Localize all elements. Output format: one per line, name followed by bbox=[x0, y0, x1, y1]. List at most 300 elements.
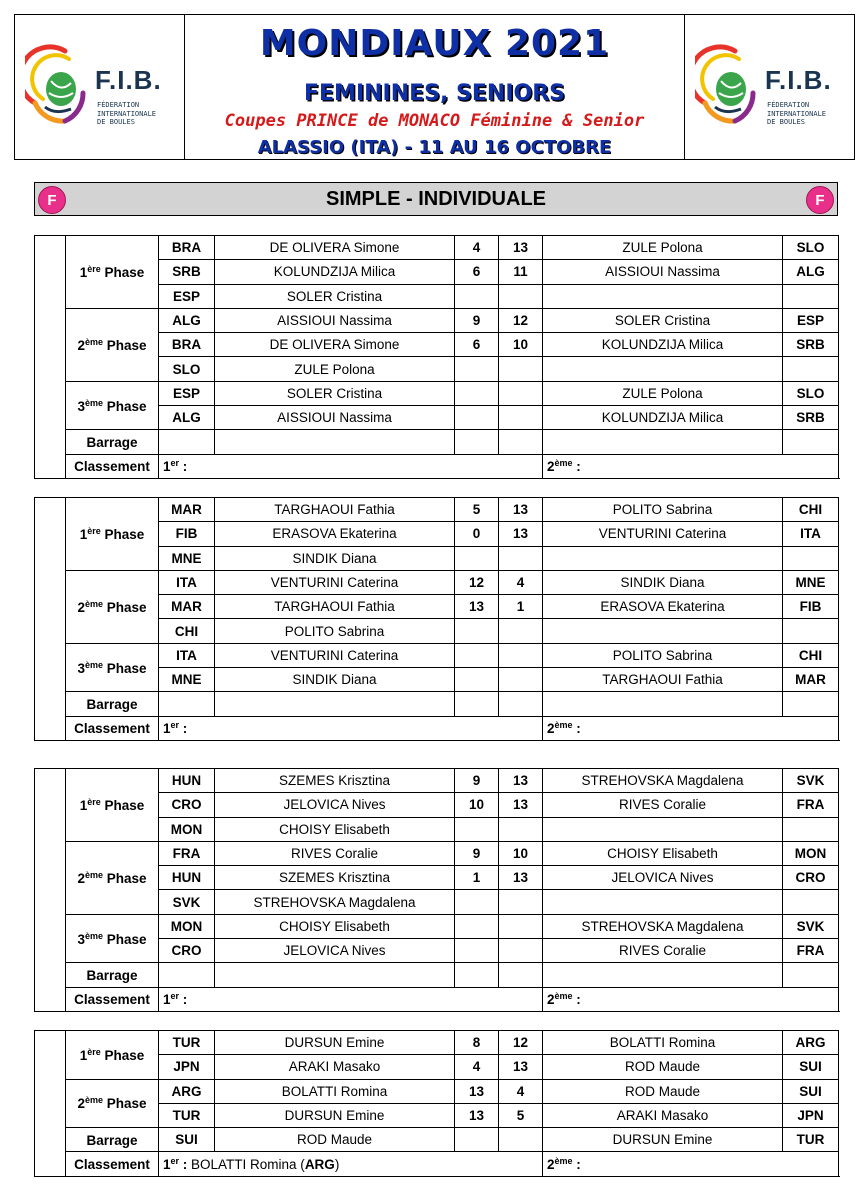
score-right bbox=[499, 890, 543, 914]
opponent-name: KOLUNDZIJA Milica bbox=[543, 333, 783, 357]
opponent-name bbox=[543, 817, 783, 841]
poule-table bbox=[34, 235, 839, 479]
country-code: CRO bbox=[159, 939, 215, 963]
score-left bbox=[455, 546, 499, 570]
score-left: 9 bbox=[455, 841, 499, 865]
phase-text: Phase bbox=[103, 599, 147, 615]
opponent-name: STREHOVSKA Magdalena bbox=[543, 769, 783, 793]
phase-ordinal: ème bbox=[84, 869, 103, 880]
opponent-name bbox=[543, 284, 783, 308]
poule-name-cell bbox=[35, 769, 66, 1012]
score-right bbox=[499, 963, 543, 987]
opponent-name: ZULE Polona bbox=[543, 236, 783, 260]
player-name: DE OLIVERA Simone bbox=[215, 333, 455, 357]
classement-label: Classement bbox=[66, 454, 159, 478]
country-code: ITA bbox=[159, 570, 215, 594]
opponent-country-code: SLO bbox=[783, 381, 839, 405]
score-left bbox=[455, 963, 499, 987]
score-right: 5 bbox=[499, 1103, 543, 1127]
logo-box-right bbox=[684, 15, 854, 159]
phase-label bbox=[66, 1128, 159, 1152]
opponent-name: VENTURINI Caterina bbox=[543, 522, 783, 546]
country-code: MAR bbox=[159, 498, 215, 522]
player-name: ARAKI Masako bbox=[215, 1055, 455, 1079]
rank-second-number: 2 bbox=[547, 459, 555, 475]
score-right: 10 bbox=[499, 333, 543, 357]
rank-second-ordinal: ème bbox=[554, 991, 573, 1002]
poule-name-cell bbox=[35, 1031, 66, 1177]
phase-text: Phase bbox=[103, 398, 147, 414]
opponent-name bbox=[543, 619, 783, 643]
rank-first-number: 1 bbox=[163, 992, 171, 1008]
country-code bbox=[159, 963, 215, 987]
phase-text: Barrage bbox=[86, 697, 138, 713]
player-name: JELOVICA Nives bbox=[215, 793, 455, 817]
rank-first-ordinal: er bbox=[170, 991, 180, 1002]
phase-label bbox=[66, 1079, 159, 1128]
player-name: DE OLIVERA Simone bbox=[215, 236, 455, 260]
opponent-name: AISSIOUI Nassima bbox=[543, 260, 783, 284]
player-name: AISSIOUI Nassima bbox=[215, 406, 455, 430]
player-name: BOLATTI Romina bbox=[215, 1079, 455, 1103]
score-right: 13 bbox=[499, 1055, 543, 1079]
classement-row bbox=[35, 1152, 839, 1176]
phase-text: Phase bbox=[100, 1047, 145, 1063]
phase-text: Phase bbox=[103, 337, 147, 353]
score-left: 8 bbox=[455, 1031, 499, 1055]
rank-first-ordinal: er bbox=[170, 1156, 180, 1167]
player-name: JELOVICA Nives bbox=[215, 939, 455, 963]
opponent-name bbox=[543, 546, 783, 570]
poule-name-cell bbox=[35, 236, 66, 479]
phase-label bbox=[66, 1031, 159, 1080]
player-name bbox=[215, 430, 455, 454]
score-left: 9 bbox=[455, 769, 499, 793]
opponent-country-code bbox=[783, 963, 839, 987]
opponent-country-code: SLO bbox=[783, 236, 839, 260]
phase-label bbox=[66, 643, 159, 692]
country-code: ESP bbox=[159, 284, 215, 308]
score-left: 1 bbox=[455, 866, 499, 890]
rank-second-colon: : bbox=[572, 459, 581, 475]
player-name: POLITO Sabrina bbox=[215, 619, 455, 643]
score-right bbox=[499, 430, 543, 454]
phase-number: 2 bbox=[77, 870, 85, 886]
score-left bbox=[455, 381, 499, 405]
score-right: 12 bbox=[499, 308, 543, 332]
opponent-country-code: SRB bbox=[783, 333, 839, 357]
phase-text: Phase bbox=[100, 264, 145, 280]
rank-second-cell bbox=[543, 987, 839, 1011]
opponent-country-code: MNE bbox=[783, 570, 839, 594]
country-code: HUN bbox=[159, 866, 215, 890]
score-left: 0 bbox=[455, 522, 499, 546]
poule-name-cell bbox=[35, 498, 66, 741]
score-left bbox=[455, 817, 499, 841]
score-left: 12 bbox=[455, 570, 499, 594]
rank-first-close: ) bbox=[334, 1157, 340, 1173]
rank-second-number: 2 bbox=[547, 1157, 555, 1173]
phase-ordinal: ème bbox=[84, 598, 103, 609]
opponent-name: ARAKI Masako bbox=[543, 1103, 783, 1127]
player-name: SOLER Cristina bbox=[215, 284, 455, 308]
fib-ring-logo-icon bbox=[695, 43, 761, 127]
opponent-country-code: MAR bbox=[783, 668, 839, 692]
player-name bbox=[215, 692, 455, 716]
classement-row bbox=[35, 987, 839, 1011]
country-code: SLO bbox=[159, 357, 215, 381]
score-left: 13 bbox=[455, 595, 499, 619]
fib-logo-subtext: FÉDERATION INTERNATIONALE DE BOULES bbox=[767, 101, 827, 126]
phase-number: 3 bbox=[77, 931, 85, 947]
match-row bbox=[35, 1031, 839, 1055]
rank-first-colon: : bbox=[179, 1157, 192, 1173]
rank-first-cell bbox=[159, 1152, 543, 1176]
country-code: HUN bbox=[159, 769, 215, 793]
opponent-country-code: SUI bbox=[783, 1079, 839, 1103]
phase-ordinal: ème bbox=[84, 659, 103, 670]
rank-first-colon: : bbox=[179, 459, 188, 475]
opponent-country-code: ESP bbox=[783, 308, 839, 332]
document-header bbox=[14, 14, 855, 160]
score-left bbox=[455, 357, 499, 381]
phase-number: 1 bbox=[79, 526, 88, 542]
opponent-name: POLITO Sabrina bbox=[543, 498, 783, 522]
player-name bbox=[215, 963, 455, 987]
opponent-name bbox=[543, 963, 783, 987]
score-right: 4 bbox=[499, 1079, 543, 1103]
opponent-country-code: SVK bbox=[783, 914, 839, 938]
match-row bbox=[35, 308, 839, 332]
phase-ordinal: ème bbox=[84, 930, 103, 941]
player-name: SOLER Cristina bbox=[215, 381, 455, 405]
opponent-country-code: JPN bbox=[783, 1103, 839, 1127]
player-name: ROD Maude bbox=[215, 1128, 455, 1152]
score-left bbox=[455, 914, 499, 938]
country-code: FRA bbox=[159, 841, 215, 865]
phase-text: Barrage bbox=[86, 968, 138, 984]
player-name: CHOISY Elisabeth bbox=[215, 914, 455, 938]
score-right: 13 bbox=[499, 522, 543, 546]
opponent-country-code: CHI bbox=[783, 643, 839, 667]
score-right bbox=[499, 619, 543, 643]
player-name: DURSUN Emine bbox=[215, 1103, 455, 1127]
classement-row bbox=[35, 454, 839, 478]
match-row bbox=[35, 1079, 839, 1103]
country-code: MAR bbox=[159, 595, 215, 619]
opponent-country-code: SUI bbox=[783, 1055, 839, 1079]
match-row bbox=[35, 430, 839, 454]
score-left: 9 bbox=[455, 308, 499, 332]
country-code: MON bbox=[159, 817, 215, 841]
country-code: SVK bbox=[159, 890, 215, 914]
phase-text: Phase bbox=[103, 660, 147, 676]
country-code: ESP bbox=[159, 381, 215, 405]
country-code: ALG bbox=[159, 406, 215, 430]
score-right bbox=[499, 1128, 543, 1152]
event-location: ALASSIO (ITA) - 11 AU 16 OCTOBRE bbox=[257, 137, 612, 158]
opponent-country-code: FRA bbox=[783, 793, 839, 817]
match-row bbox=[35, 769, 839, 793]
poule-table bbox=[34, 768, 839, 1012]
country-code: BRA bbox=[159, 236, 215, 260]
phase-ordinal: ère bbox=[87, 1046, 101, 1057]
phase-text: Phase bbox=[103, 1096, 147, 1112]
opponent-country-code bbox=[783, 817, 839, 841]
event-title: MONDIAUX 2021 bbox=[259, 23, 610, 64]
player-name: SINDIK Diana bbox=[215, 546, 455, 570]
score-left: 13 bbox=[455, 1079, 499, 1103]
opponent-name bbox=[543, 692, 783, 716]
rank-first-code: ARG bbox=[304, 1157, 335, 1173]
rank-second-ordinal: ème bbox=[554, 720, 573, 731]
score-right bbox=[499, 546, 543, 570]
country-code bbox=[159, 692, 215, 716]
country-code: ITA bbox=[159, 643, 215, 667]
phase-label bbox=[66, 498, 159, 571]
opponent-country-code bbox=[783, 357, 839, 381]
opponent-country-code: CHI bbox=[783, 498, 839, 522]
player-name: SZEMES Krisztina bbox=[215, 866, 455, 890]
score-left: 4 bbox=[455, 1055, 499, 1079]
phase-number: 2 bbox=[77, 599, 85, 615]
score-right bbox=[499, 692, 543, 716]
opponent-name: POLITO Sabrina bbox=[543, 643, 783, 667]
score-right: 11 bbox=[499, 260, 543, 284]
rank-first-number: 1 bbox=[163, 721, 171, 737]
score-left bbox=[455, 643, 499, 667]
player-name: TARGHAOUI Fathia bbox=[215, 595, 455, 619]
opponent-name: DURSUN Emine bbox=[543, 1128, 783, 1152]
rank-first-name: BOLATTI Romina ( bbox=[191, 1157, 305, 1173]
opponent-country-code: ARG bbox=[783, 1031, 839, 1055]
score-right bbox=[499, 357, 543, 381]
opponent-name: SINDIK Diana bbox=[543, 570, 783, 594]
score-right bbox=[499, 643, 543, 667]
country-code: TUR bbox=[159, 1103, 215, 1127]
classement-row bbox=[35, 716, 839, 740]
phase-number: 1 bbox=[79, 1047, 88, 1063]
phase-text: Barrage bbox=[86, 435, 138, 451]
classement-label: Classement bbox=[66, 987, 159, 1011]
rank-second-cell bbox=[543, 454, 839, 478]
rank-second-cell bbox=[543, 1152, 839, 1176]
country-code: MON bbox=[159, 914, 215, 938]
opponent-country-code: ALG bbox=[783, 260, 839, 284]
phase-ordinal: ère bbox=[87, 796, 101, 807]
score-left: 6 bbox=[455, 333, 499, 357]
score-left bbox=[455, 406, 499, 430]
match-row bbox=[35, 914, 839, 938]
score-right: 13 bbox=[499, 866, 543, 890]
event-cup: Coupes PRINCE de MONACO Féminine & Senior bbox=[224, 111, 645, 131]
rank-second-ordinal: ème bbox=[554, 1156, 573, 1167]
country-code: MNE bbox=[159, 546, 215, 570]
opponent-country-code: ITA bbox=[783, 522, 839, 546]
match-row bbox=[35, 692, 839, 716]
fib-logo-text: F.I.B. bbox=[95, 65, 162, 95]
match-row bbox=[35, 570, 839, 594]
player-name: RIVES Coralie bbox=[215, 841, 455, 865]
rank-first-ordinal: er bbox=[170, 720, 180, 731]
phase-label bbox=[66, 769, 159, 842]
opponent-country-code bbox=[783, 890, 839, 914]
phase-ordinal: ère bbox=[87, 525, 101, 536]
phase-number: 3 bbox=[77, 398, 85, 414]
phase-label bbox=[66, 963, 159, 987]
opponent-country-code bbox=[783, 692, 839, 716]
country-code: SUI bbox=[159, 1128, 215, 1152]
phase-ordinal: ème bbox=[84, 1095, 103, 1106]
phase-number: 2 bbox=[77, 1096, 85, 1112]
f-badge-right: F bbox=[806, 186, 834, 214]
rank-first-cell bbox=[159, 454, 543, 478]
country-code: TUR bbox=[159, 1031, 215, 1055]
opponent-name bbox=[543, 357, 783, 381]
player-name: SINDIK Diana bbox=[215, 668, 455, 692]
phase-text: Barrage bbox=[86, 1132, 138, 1148]
opponent-country-code: TUR bbox=[783, 1128, 839, 1152]
phase-label bbox=[66, 381, 159, 430]
rank-first-colon: : bbox=[179, 721, 188, 737]
score-left bbox=[455, 890, 499, 914]
opponent-name: STREHOVSKA Magdalena bbox=[543, 914, 783, 938]
country-code: FIB bbox=[159, 522, 215, 546]
score-left bbox=[455, 619, 499, 643]
match-row bbox=[35, 643, 839, 667]
classement-label: Classement bbox=[66, 716, 159, 740]
rank-second-colon: : bbox=[572, 1157, 581, 1173]
country-code: SRB bbox=[159, 260, 215, 284]
player-name: DURSUN Emine bbox=[215, 1031, 455, 1055]
player-name: CHOISY Elisabeth bbox=[215, 817, 455, 841]
phase-text: Phase bbox=[103, 870, 147, 886]
opponent-name: ZULE Polona bbox=[543, 381, 783, 405]
phase-label bbox=[66, 430, 159, 454]
rank-first-cell bbox=[159, 716, 543, 740]
country-code: CHI bbox=[159, 619, 215, 643]
player-name: SZEMES Krisztina bbox=[215, 769, 455, 793]
opponent-country-code: SVK bbox=[783, 769, 839, 793]
phase-number: 1 bbox=[79, 797, 88, 813]
rank-first-number: 1 bbox=[163, 459, 171, 475]
opponent-country-code: CRO bbox=[783, 866, 839, 890]
match-row bbox=[35, 381, 839, 405]
score-right bbox=[499, 406, 543, 430]
rank-second-colon: : bbox=[572, 721, 581, 737]
fib-logo bbox=[25, 43, 175, 133]
poule-table bbox=[34, 497, 839, 741]
score-right bbox=[499, 381, 543, 405]
score-left bbox=[455, 284, 499, 308]
opponent-name bbox=[543, 890, 783, 914]
score-left bbox=[455, 939, 499, 963]
phase-text: Phase bbox=[100, 526, 145, 542]
opponent-name: KOLUNDZIJA Milica bbox=[543, 406, 783, 430]
country-code bbox=[159, 430, 215, 454]
score-right bbox=[499, 668, 543, 692]
rank-second-number: 2 bbox=[547, 721, 555, 737]
section-bar bbox=[34, 182, 838, 216]
opponent-country-code bbox=[783, 284, 839, 308]
opponent-name: TARGHAOUI Fathia bbox=[543, 668, 783, 692]
match-row bbox=[35, 1128, 839, 1152]
title-area bbox=[185, 15, 684, 159]
phase-ordinal: ème bbox=[84, 397, 103, 408]
score-left: 5 bbox=[455, 498, 499, 522]
match-row bbox=[35, 963, 839, 987]
score-right: 13 bbox=[499, 793, 543, 817]
score-right bbox=[499, 284, 543, 308]
player-name: TARGHAOUI Fathia bbox=[215, 498, 455, 522]
section-title: SIMPLE - INDIVIDUALE bbox=[325, 188, 546, 210]
fib-logo bbox=[695, 43, 845, 133]
opponent-name: ROD Maude bbox=[543, 1055, 783, 1079]
opponent-country-code: FIB bbox=[783, 595, 839, 619]
rank-second-colon: : bbox=[572, 992, 581, 1008]
score-right bbox=[499, 914, 543, 938]
score-right bbox=[499, 817, 543, 841]
score-left bbox=[455, 668, 499, 692]
rank-second-number: 2 bbox=[547, 992, 555, 1008]
opponent-name: CHOISY Elisabeth bbox=[543, 841, 783, 865]
score-right: 10 bbox=[499, 841, 543, 865]
phase-label bbox=[66, 236, 159, 309]
score-right: 12 bbox=[499, 1031, 543, 1055]
country-code: CRO bbox=[159, 793, 215, 817]
score-right: 1 bbox=[499, 595, 543, 619]
score-left bbox=[455, 692, 499, 716]
opponent-name bbox=[543, 430, 783, 454]
player-name: AISSIOUI Nassima bbox=[215, 308, 455, 332]
phase-number: 3 bbox=[77, 660, 85, 676]
opponent-name: BOLATTI Romina bbox=[543, 1031, 783, 1055]
score-left bbox=[455, 1128, 499, 1152]
score-right: 4 bbox=[499, 570, 543, 594]
rank-first-cell bbox=[159, 987, 543, 1011]
score-left: 10 bbox=[455, 793, 499, 817]
player-name: ZULE Polona bbox=[215, 357, 455, 381]
rank-first-colon: : bbox=[179, 992, 188, 1008]
score-right: 13 bbox=[499, 769, 543, 793]
fib-logo-text: F.I.B. bbox=[765, 65, 832, 95]
score-right bbox=[499, 939, 543, 963]
player-name: STREHOVSKA Magdalena bbox=[215, 890, 455, 914]
opponent-country-code bbox=[783, 619, 839, 643]
fib-ring-logo-icon bbox=[25, 43, 91, 127]
country-code: JPN bbox=[159, 1055, 215, 1079]
rank-second-cell bbox=[543, 716, 839, 740]
score-left: 6 bbox=[455, 260, 499, 284]
phase-label bbox=[66, 308, 159, 381]
phase-label bbox=[66, 914, 159, 963]
phase-ordinal: ère bbox=[87, 263, 101, 274]
player-name: KOLUNDZIJA Milica bbox=[215, 260, 455, 284]
rank-second-ordinal: ème bbox=[554, 458, 573, 469]
phase-number: 2 bbox=[77, 337, 85, 353]
fib-logo-subtext: FÉDERATION INTERNATIONALE DE BOULES bbox=[97, 101, 157, 126]
phase-label bbox=[66, 692, 159, 716]
rank-first-number: 1 bbox=[163, 1157, 171, 1173]
opponent-country-code bbox=[783, 430, 839, 454]
event-category: FEMININES, SENIORS bbox=[304, 81, 565, 106]
player-name: VENTURINI Caterina bbox=[215, 570, 455, 594]
score-left: 4 bbox=[455, 236, 499, 260]
opponent-name: RIVES Coralie bbox=[543, 793, 783, 817]
f-badge-left: F bbox=[38, 186, 66, 214]
country-code: BRA bbox=[159, 333, 215, 357]
phase-ordinal: ème bbox=[84, 336, 103, 347]
